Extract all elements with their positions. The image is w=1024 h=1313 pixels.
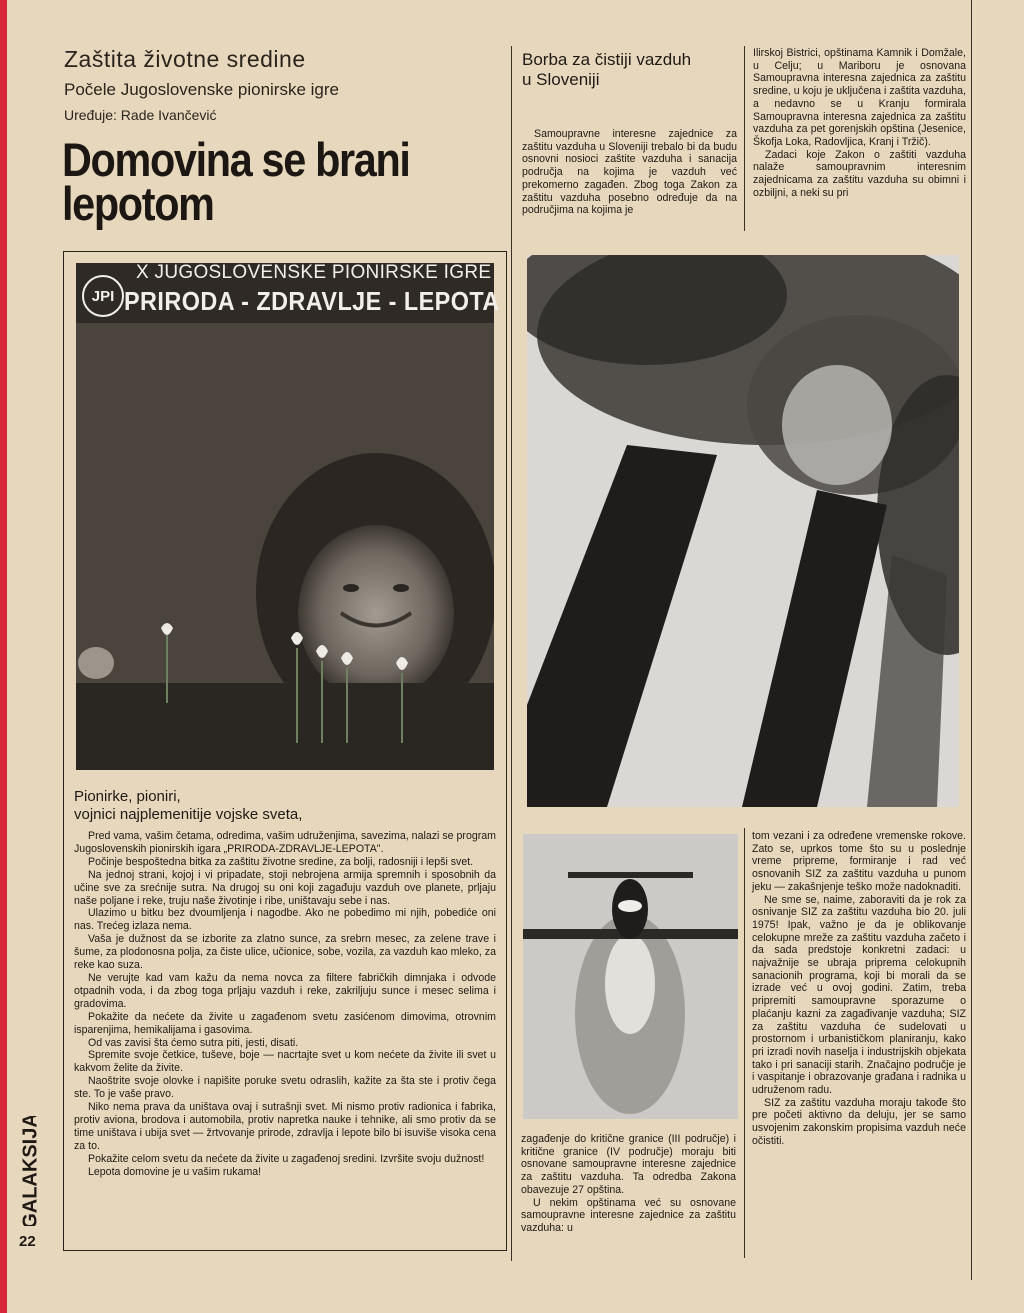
paragraph: Počinje bespoštedna bitka za zaštitu životne sredine, za bolji, radosniji i lepši svet. [88, 855, 474, 868]
paragraph: Spremite svoje četkice, tuševe, boje — nacrtajte svet u kom nećete da živite ili svet u kakvom želite da živite. [74, 1049, 496, 1075]
paragraph: Na jednoj strani, kojoj i vi pripadate, stoji nebrojena armija spremnih i sposobnih da učine sve za srećnije sutra. Na drugoj su oni koji zagađuju vazduh ove planete, prljaju naše poljane i reke, truju naše životinje i ribe, uništavaju sebe i nas. [74, 868, 496, 907]
paragraph: SIZ za zaštitu vazduha moraju takođe što pre početi aktivno da deluju, jer se samo usvojenim zakonskim propisima vazduh neće očistiti. [752, 1096, 966, 1147]
paragraph: Pokažite celom svetu da nećete da živite u zagađenoj sredini. Izvršite svoju dužnost! [88, 1152, 485, 1165]
article-column-text [522, 128, 737, 217]
paragraph: Od vas zavisi šta ćemo sutra piti, jesti, disati. [88, 1036, 299, 1049]
article-column-text [752, 830, 966, 1148]
airplane-photo [523, 834, 738, 1119]
appeal-text [74, 830, 496, 1178]
headline: Domovina se brani lepotom [62, 133, 410, 230]
poster-title: X JUGOSLOVENSKE PIONIRSKE IGRE [136, 262, 492, 283]
paragraph: Samoupravne interesne zajednice za zaštitu vazduha u Sloveniji trebalo bi da budu osnovni nosioci zaštite vazduha i sanacija područja na kojima je vazduh već prekomerno zagađen. Zbog toga Zakon za zaštitu vazduha posebno određuje da na područjima na kojima je [522, 128, 737, 217]
pionirske-igre-logo: JPI [82, 275, 124, 317]
paragraph: Ulazimo u bitku bez dvoumljenja i nagodbe. Ako ne pobedimo mi njih, pobediće oni nas. Trećeg izlaza nema. [74, 907, 496, 933]
paragraph: Zadaci koje Zakon o zaštiti vazduha nalaže samoupravnim interesnim zajednicama za zaštitu vazduha su obimni i ozbiljni, a neki su pri [753, 148, 966, 199]
page-number: 22 [19, 1233, 36, 1250]
section-title: Zaštita životne sredine [64, 46, 306, 72]
magazine-name-logo [18, 1116, 44, 1226]
paragraph: Lepota domovine je u vašim rukama! [88, 1165, 262, 1178]
poster-motto: PRIRODA - ZDRAVLJE - LEPOTA [124, 286, 500, 316]
paragraph: Pred vama, vašim četama, odredima, vašim udruženjima, savezima, nalazi se program Jugoslovenskih pionirskih igara „PRIRODA-ZDRAVLJE-LEPOTA". [74, 830, 496, 855]
paragraph: Ilirskoj Bistrici, opštinama Kamnik i Domžale, u Celju; u Mariboru je osnovana Samoupravna interesna zajednica za zaštitu sredine, u koju je uključena i zaštita vazduha, a nedavno se u Kranju formirala Samoupravna interesna zajednica za zaštitu vazduha za pet gorenjskih opština (Jesenice, Škofja Loka, Radovljica, Kranj i Tržič). [753, 47, 966, 148]
paragraph: Naoštrite svoje olovke i napišite poruke svetu odraslih, kažite za šta ste i protiv čega ste. To je vaše pravo. [74, 1075, 496, 1101]
paragraph: zagađenje do kritične granice (III područje) i kritične granice (IV područje) moraju biti osnovane samoupravne interesne zajednice za zaštitu vazduha. Ta odredba Zakona obavezuje 27 opština. [521, 1133, 736, 1196]
paragraph: Niko nema prava da uništava ovaj i sutrašnji svet. Mi nismo protiv radionica i fabrika, protiv aviona, brodova i automobila, protiv napretka nauke i tehnike, ali smo protiv da se time uništava i ubija svet — žrtvovanje prirode, zdravlja i lepote bilo bi isuviše visoka cena za to. [74, 1101, 496, 1152]
column-rule [744, 828, 745, 1258]
paragraph: U nekim opštinama već su osnovane samoupravne interesne zajednice za zaštitu vazduha: u [521, 1196, 736, 1234]
poster-photo [76, 263, 494, 770]
greeting-line-2: vojnici najplemenitije vojske sveta, [74, 806, 303, 823]
article-title [522, 50, 691, 90]
paragraph: Vaša je dužnost da se izborite za zlatno sunce, za srebrn mesec, za zelene trave i šume, za plodonosna polja, za čiste ulice, učionice, sobe, vozila, za vazduh kao mleko, za reke kao suza. [74, 933, 496, 972]
column-rule [971, 0, 972, 1280]
editor-credit: Uređuje: Rade Ivančević [64, 107, 217, 123]
paragraph: Ne sme se, naime, zaboraviti da je rok za osnivanje SIZ za zaštitu vazduha bio 20. juli 1975! Ipak, važno je da je oblikovanje celokupne mreže za zaštitu vazduha začeto i da sada predstoje konkretni zadaci: u najvažnije se ubraja priprema celokupnih sanacionih programa, koji bi morali da se izrade već u ovoj godini. Zatim, treba pripremiti samoupravne sporazume o plaćanju kazni za zagađivanje vazduha; SIZ za zaštitu vazduha će sudelovati u prostornom i urbanističkom planiranju, kako pri izradi novih naselja i industrijskih objekata tako i pri sanaciji starih. Značajno područje je i vaspitanje i obrazovanje građana i radnika u udruženom radu. [752, 893, 966, 1097]
greeting-line-1: Pionirke, pioniri, [74, 788, 181, 805]
paragraph: Pokažite da nećete da živite u zagađenom svetu zasićenom dimovima, otrovnim isparenjima, hemikalijama i gasovima. [74, 1010, 496, 1036]
smokestacks-illustration [527, 255, 959, 807]
paragraph: tom vezani i za određene vremenske rokove. Zato se, uprkos tome što su u poslednje vreme pripreme, formiranje i rad već osnovanih SIZ za zaštitu vazduha u punom jeku — zakašnjenje teško može nadoknaditi. [752, 830, 966, 893]
column-rule [744, 46, 745, 231]
article-column-text [753, 47, 966, 199]
poster-illustration [76, 263, 494, 770]
page-edge-stripe [0, 0, 7, 1313]
article-title-line: Borba za čistiji vazduh [522, 50, 692, 69]
airplane-illustration [523, 834, 738, 1119]
article-title-line: u Sloveniji [522, 70, 600, 89]
article-column-text [521, 1133, 736, 1235]
smokestacks-photo [527, 255, 959, 807]
column-rule [511, 46, 512, 1261]
magazine-name [18, 1116, 44, 1226]
article-subtitle: Počele Jugoslovenske pionirske igre [64, 80, 339, 99]
paragraph: Ne verujte kad vam kažu da nema novca za filtere fabričkih dimnjaka i odvode otpadnih voda, i da zbog toga prljaju vazduh i reke, zakriljuju sunce i mesec selima i gradovima. [74, 971, 496, 1010]
magazine-name-text: GALAKSIJA [19, 1116, 42, 1226]
